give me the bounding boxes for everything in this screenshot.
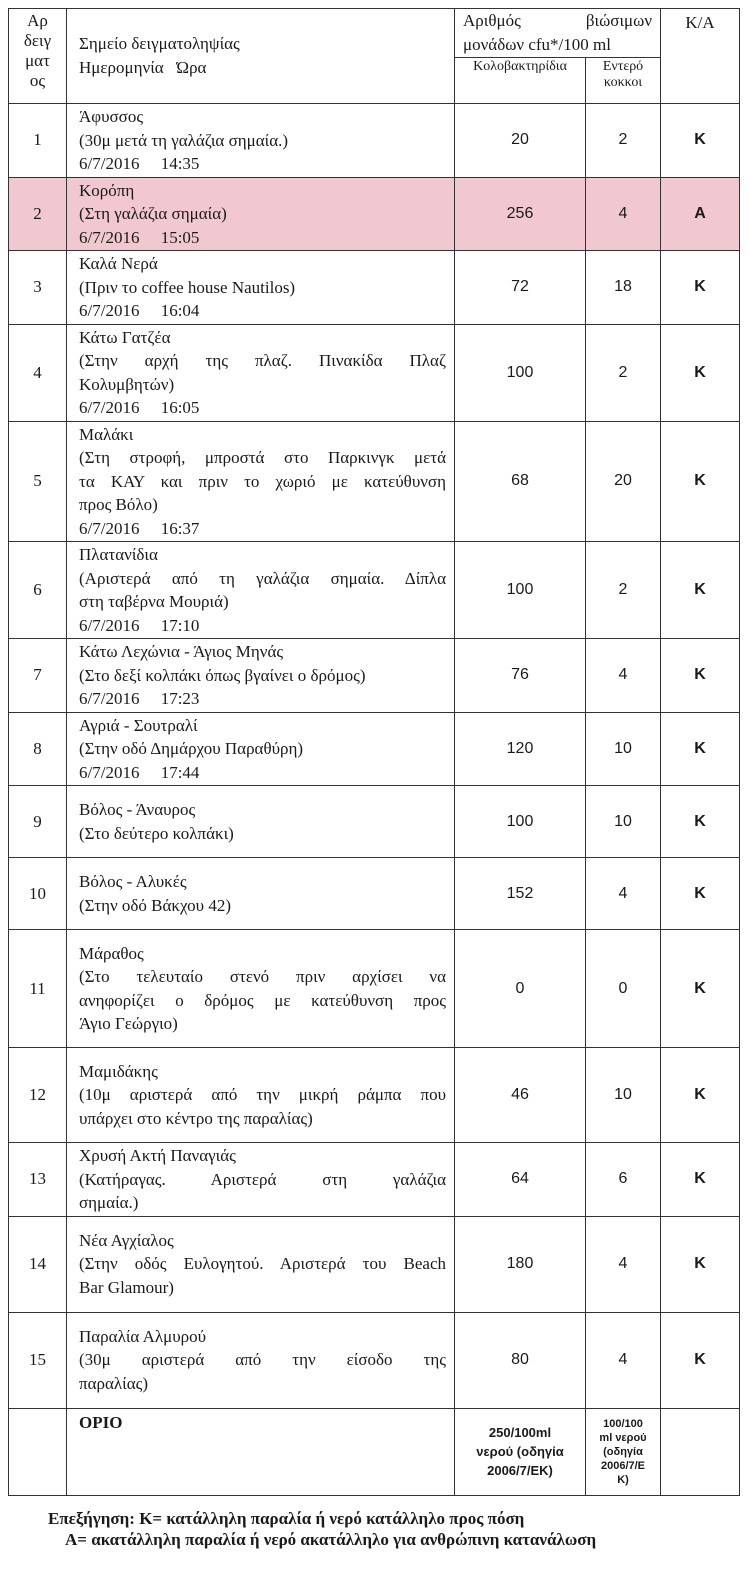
location-line: ανηφορίζει ο δρόμος με κατεύθυνση προς <box>79 990 446 1010</box>
coliforms-value: 64 <box>455 1143 586 1217</box>
location-line: (30μ αριστερά από την είσοδο της <box>79 1350 446 1370</box>
sample-number: 14 <box>9 1216 67 1312</box>
limit-enterococci-line: ml νερού <box>599 1431 647 1444</box>
location-line: Κορόπη <box>79 180 135 200</box>
limit-enterococci-line: Κ) <box>617 1473 629 1486</box>
coliforms-value: 46 <box>455 1048 586 1143</box>
location-line: (30μ μετά τη γαλάζια σημαία.) <box>79 130 289 150</box>
ka-status: Κ <box>661 104 740 178</box>
sampling-location <box>67 712 455 786</box>
results-body <box>9 104 740 1409</box>
location-line: Κολυμβητών) <box>79 374 175 394</box>
limit-coliforms-line: νερού (οδηγία <box>476 1444 564 1459</box>
header-row <box>9 9 740 58</box>
sampling-location <box>67 324 455 421</box>
ka-status: Κ <box>661 542 740 639</box>
location-line: (Στη γαλάζια σημαία) <box>79 204 227 223</box>
enterococci-value: 4 <box>586 639 661 713</box>
sample-number: 1 <box>9 104 67 178</box>
location-line: 6/7/2016 15:05 <box>79 227 200 247</box>
sample-number: 10 <box>9 858 67 930</box>
enterococci-value: 10 <box>586 712 661 786</box>
sampling-location <box>67 786 455 858</box>
header-count-line: μονάδων cfu*/100 ml <box>463 35 611 54</box>
limit-ka-empty <box>661 1408 740 1495</box>
limit-enterococci <box>586 1408 661 1495</box>
sample-number: 13 <box>9 1143 67 1217</box>
sample-number: 8 <box>9 712 67 786</box>
sample-number: 5 <box>9 421 67 542</box>
location-line: 6/7/2016 16:37 <box>79 518 200 538</box>
location-line: (Στην οδό Βάκχου 42) <box>79 895 231 915</box>
ka-status: Α <box>661 177 740 251</box>
location-line: Μαμιδάκης <box>79 1061 158 1081</box>
location-line: Άφυσσος <box>79 107 144 126</box>
location-line: Πλατανίδια <box>79 545 158 564</box>
coliforms-value: 0 <box>455 930 586 1048</box>
header-coliforms: Κολοβακτηρίδια <box>455 58 586 104</box>
coliforms-value: 72 <box>455 251 586 325</box>
header-location <box>67 9 455 104</box>
location-line: 6/7/2016 17:10 <box>79 615 200 635</box>
header-count <box>455 9 661 58</box>
table-row <box>9 930 740 1048</box>
location-line: 6/7/2016 14:35 <box>79 154 200 173</box>
ka-status: Κ <box>661 639 740 713</box>
location-line: παραλίας) <box>79 1373 148 1393</box>
location-line: 6/7/2016 17:44 <box>79 762 200 782</box>
sample-number: 2 <box>9 177 67 251</box>
limit-enterococci-line: 2006/7/Ε <box>600 1459 646 1472</box>
table-row <box>9 858 740 930</box>
enterococci-value: 18 <box>586 251 661 325</box>
table-row <box>9 786 740 858</box>
location-line: (Στην οδός Ευλογητού. Αριστερά του Beach <box>79 1254 446 1274</box>
location-line: Κάτω Λεχώνια - Άγιος Μηνάς <box>79 642 284 661</box>
limit-enterococci-line: (οδηγία <box>603 1445 643 1458</box>
enterococci-value: 20 <box>586 421 661 542</box>
header-count-line: Αριθμός βιώσιμων <box>463 11 653 30</box>
enterococci-value: 10 <box>586 786 661 858</box>
table-row <box>9 1312 740 1408</box>
location-line: Μάραθος <box>79 943 144 963</box>
ka-status: Κ <box>661 1312 740 1408</box>
location-line: 6/7/2016 16:04 <box>79 301 200 320</box>
table-row <box>9 251 740 325</box>
header-sample-no-line: ματ <box>25 51 50 70</box>
ka-status: Κ <box>661 786 740 858</box>
sampling-location <box>67 542 455 639</box>
header-ka: Κ/Α <box>661 9 740 104</box>
sampling-location <box>67 639 455 713</box>
sample-number: 9 <box>9 786 67 858</box>
ka-status: Κ <box>661 421 740 542</box>
coliforms-value: 100 <box>455 542 586 639</box>
enterococci-value: 2 <box>586 104 661 178</box>
location-line: 6/7/2016 17:23 <box>79 689 200 708</box>
sample-number: 3 <box>9 251 67 325</box>
table-row <box>9 712 740 786</box>
enterococci-value: 6 <box>586 1143 661 1217</box>
location-line: (Στο δεύτερο κολπάκι) <box>79 823 234 843</box>
location-line: (Στο δεξί κολπάκι όπως βγαίνει ο δρόμος) <box>79 665 366 685</box>
coliforms-value: 100 <box>455 786 586 858</box>
limit-row <box>9 1408 740 1495</box>
location-line: Καλά Νερά <box>79 254 158 273</box>
enterococci-value: 4 <box>586 858 661 930</box>
location-line: υπάρχει στο κέντρο της παραλίας) <box>79 1108 313 1128</box>
enterococci-value: 2 <box>586 324 661 421</box>
limit-coliforms-line: 250/100ml <box>488 1425 552 1440</box>
enterococci-value: 10 <box>586 1048 661 1143</box>
sampling-location <box>67 1216 455 1312</box>
ka-status: Κ <box>661 1216 740 1312</box>
limit-coliforms <box>455 1408 586 1495</box>
sampling-location <box>67 421 455 542</box>
ka-status: Κ <box>661 1143 740 1217</box>
location-line: Μαλάκι <box>79 424 134 444</box>
table-row <box>9 1216 740 1312</box>
header-enterococci <box>586 58 661 104</box>
coliforms-value: 80 <box>455 1312 586 1408</box>
enterococci-value: 4 <box>586 1216 661 1312</box>
location-line: τα ΚΑΥ και πριν το χωριό με κατεύθυνση <box>79 471 446 491</box>
location-line: (Στην οδό Δημάρχου Παραθύρη) <box>79 739 304 758</box>
header-sample-no-line: δειγ <box>23 31 52 50</box>
results-table <box>8 8 740 1496</box>
sampling-location <box>67 104 455 178</box>
sample-number: 12 <box>9 1048 67 1143</box>
sampling-location <box>67 1312 455 1408</box>
sample-number: 11 <box>9 930 67 1048</box>
location-line: Bar Glamour) <box>79 1277 174 1297</box>
table-row <box>9 104 740 178</box>
table-row <box>9 639 740 713</box>
location-line: (Αριστερά από τη γαλάζια σημαία. Δίπλα <box>79 568 446 588</box>
coliforms-value: 20 <box>455 104 586 178</box>
legend-note <box>48 1508 738 1550</box>
location-line: στη ταβέρνα Μουριά) <box>79 592 229 611</box>
sample-number: 15 <box>9 1312 67 1408</box>
location-line: Χρυσή Ακτή Παναγιάς <box>79 1146 236 1165</box>
table-row <box>9 1143 740 1217</box>
limit-enterococci-line: 100/100 <box>603 1417 643 1430</box>
header-enterococci-line: Εντερό <box>602 59 644 74</box>
limit-empty-cell <box>9 1408 67 1495</box>
sampling-location <box>67 930 455 1048</box>
location-line: Κάτω Γατζέα <box>79 327 171 347</box>
header-sample-no-line: ος <box>29 71 46 90</box>
sampling-location <box>67 177 455 251</box>
coliforms-value: 256 <box>455 177 586 251</box>
location-line: Αγριά - Σουτραλί <box>79 715 198 735</box>
table-row <box>9 1048 740 1143</box>
sampling-location <box>67 251 455 325</box>
legend-line-k: Επεξήγηση: Κ= κατάλληλη παραλία ή νερό κατάλληλο προς πόση <box>48 1509 525 1528</box>
coliforms-value: 76 <box>455 639 586 713</box>
header-date-time: Ημερομηνία Ώρα <box>79 58 207 77</box>
header-sample-no-line: Αρ <box>27 11 48 30</box>
ka-status: Κ <box>661 1048 740 1143</box>
sample-number: 7 <box>9 639 67 713</box>
ka-status: Κ <box>661 324 740 421</box>
sampling-location <box>67 858 455 930</box>
location-line: Νέα Αγχίαλος <box>79 1230 174 1250</box>
coliforms-value: 120 <box>455 712 586 786</box>
sample-number: 6 <box>9 542 67 639</box>
ka-status: Κ <box>661 251 740 325</box>
coliforms-value: 152 <box>455 858 586 930</box>
location-line: (Πριν το coffee house Nautilos) <box>79 277 296 297</box>
limit-label: ΟΡΙΟ <box>67 1408 455 1495</box>
location-line: Βόλος - Άναυρος <box>79 800 196 819</box>
table-row <box>9 542 740 639</box>
location-line: (Κατήραγας. Αριστερά στη γαλάζια <box>79 1169 446 1189</box>
location-line: Άγιο Γεώργιο) <box>79 1014 178 1033</box>
coliforms-value: 180 <box>455 1216 586 1312</box>
enterococci-value: 4 <box>586 177 661 251</box>
sampling-location <box>67 1048 455 1143</box>
ka-status: Κ <box>661 930 740 1048</box>
legend-line-a: Α= ακατάλληλη παραλία ή νερό ακατάλληλο για ανθρώπινη κατανάλωση <box>65 1530 597 1549</box>
enterococci-value: 4 <box>586 1312 661 1408</box>
table-row <box>9 421 740 542</box>
enterococci-value: 2 <box>586 542 661 639</box>
ka-status: Κ <box>661 858 740 930</box>
header-location-title: Σημείο δειγματοληψίας <box>79 34 240 53</box>
coliforms-value: 100 <box>455 324 586 421</box>
location-line: (10μ αριστερά από την μικρή ράμπα που <box>79 1085 446 1105</box>
location-line: Παραλία Αλμυρού <box>79 1326 207 1346</box>
table-row <box>9 324 740 421</box>
sampling-location <box>67 1143 455 1217</box>
location-line: 6/7/2016 16:05 <box>79 398 200 417</box>
header-sample-no <box>9 9 67 104</box>
table-row <box>9 177 740 251</box>
limit-coliforms-line: 2006/7/ΕΚ) <box>487 1463 553 1478</box>
enterococci-value: 0 <box>586 930 661 1048</box>
location-line: (Στην αρχή της πλαζ. Πινακίδα Πλαζ <box>79 351 446 370</box>
coliforms-value: 68 <box>455 421 586 542</box>
location-line: Βόλος - Αλυκές <box>79 872 187 891</box>
location-line: (Στο τελευταίο στενό πριν αρχίσει να <box>79 967 446 986</box>
sample-number: 4 <box>9 324 67 421</box>
location-line: σημαία.) <box>79 1193 139 1212</box>
location-line: προς Βόλο) <box>79 495 158 514</box>
location-line: (Στη στροφή, μπροστά στο Παρκινγκ μετά <box>79 448 446 467</box>
ka-status: Κ <box>661 712 740 786</box>
header-enterococci-line: κοκκοι <box>603 75 643 90</box>
